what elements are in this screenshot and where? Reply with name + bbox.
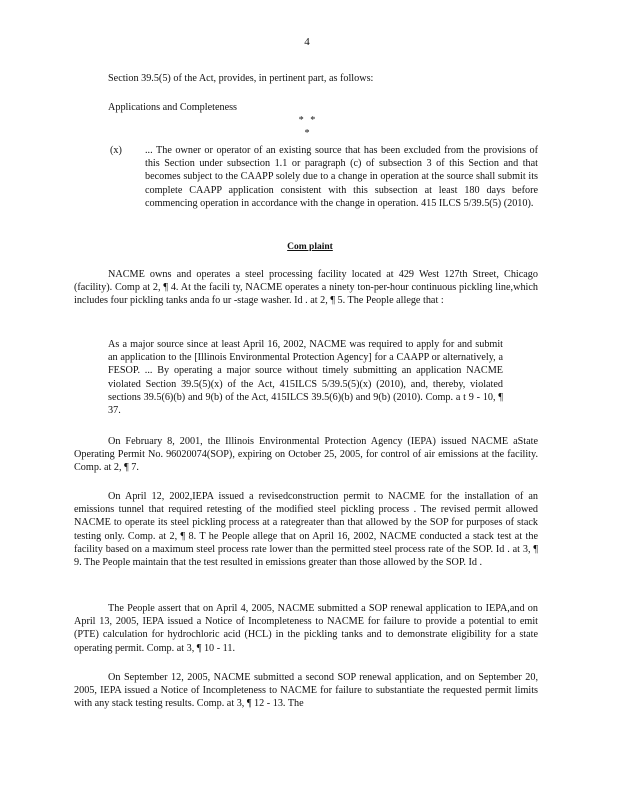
block-quote: As a major source since at least April 16, 2002, NACME was required to apply for and submit an application to the [Illinois Environmental Protection Agency] for a CAAPP or alternatively, a FESOP. ... By operating a major source without timely submitting an application NACME violated Section 39.5(5)(x) of the Act, 415ILCS 5/39.5(5)(x) (2010), and, thereby, violated sections 39.5(6)(b) and 9(b) of the Act, 415ILCS 39.5(6)(b) and 9(b) (2010). Comp. a t 9 - 10, ¶ 37. [108, 339, 503, 417]
paragraph-2: On February 8, 2001, the Illinois Environmental Protection Agency (IEPA) issued NACME aState Operating Permit No. 96020074(SOP), expiring on October 25, 2005, for control of air emissions at the facility. Comp. at 2, ¶ 7. [74, 436, 538, 474]
complaint-heading: Com plaint [287, 242, 333, 252]
paragraph-3: On April 12, 2002,IEPA issued a revisedconstruction permit to NACME for the installation of an emissions tunnel that required retesting of the modified steel pickling process . The revised permit allowed NACME to operate its steel pickling process at a rategreater than that allowed by the SOP for purposes of stack testing only. Comp. at 2, ¶ 8. T he People allege that on April 16, 2002, NACME conducted a stack test at the facility based on a maximum steel process rate lower than the permitted steel process rate of the SOP. Id . at 3, ¶ 9. The People maintain that the test resulted in emissions greater than those allowed by the SOP. Id . [74, 491, 538, 569]
statute-quote: ... The owner or operator of an existing source that has been excluded from the provisions of this Section under subsection 1.1 or paragraph (c) of subsection 3 of this Section and that becomes subject to the CAAPP solely due to a change in operation at the source shall submit its complete CAAPP application consistent with this subsection at least 180 days before commencing operation in accordance with the change in operation. 415 ILCS 5/39.5(5) (2010). [145, 145, 538, 209]
page-number: 4 [304, 36, 310, 48]
subheading: Applications and Completeness [108, 102, 238, 113]
paragraph-5: On September 12, 2005, NACME submitted a second SOP renewal application, and on September 20, 2005, IEPA issued a Notice of Incompleteness to NACME for failure to substantiate the requested permit limits with any stack testing results. Comp. at 3, ¶ 12 - 13. The [74, 672, 538, 710]
section-stars: * * * [298, 115, 318, 140]
paragraph-4: The People assert that on April 4, 2005, NACME submitted a SOP renewal application to IEPA,and on April 13, 2005, IEPA issued a Notice of Incompleteness to NACME for failure to provide a potential to emit (PTE) calculation for hydrochloric acid (HCL) in the pickling tanks and to demonstrate eligibility for a state operating permit. Comp. at 3, ¶ 10 - 11. [74, 603, 538, 654]
intro-line: Section 39.5(5) of the Act, provides, in pertinent part, as follows: [108, 73, 374, 84]
paragraph-1: NACME owns and operates a steel processing facility located at 429 West 127th Street, Chicago (facility). Comp at 2, ¶ 4. At the facili ty, NACME operates a ninety ton-per-hour continuous pickling line,which includes four pickling tanks anda fo ur -stage washer. Id . at 2, ¶ 5. The People allege that : [74, 269, 538, 307]
quote-label: (x) [110, 145, 122, 156]
